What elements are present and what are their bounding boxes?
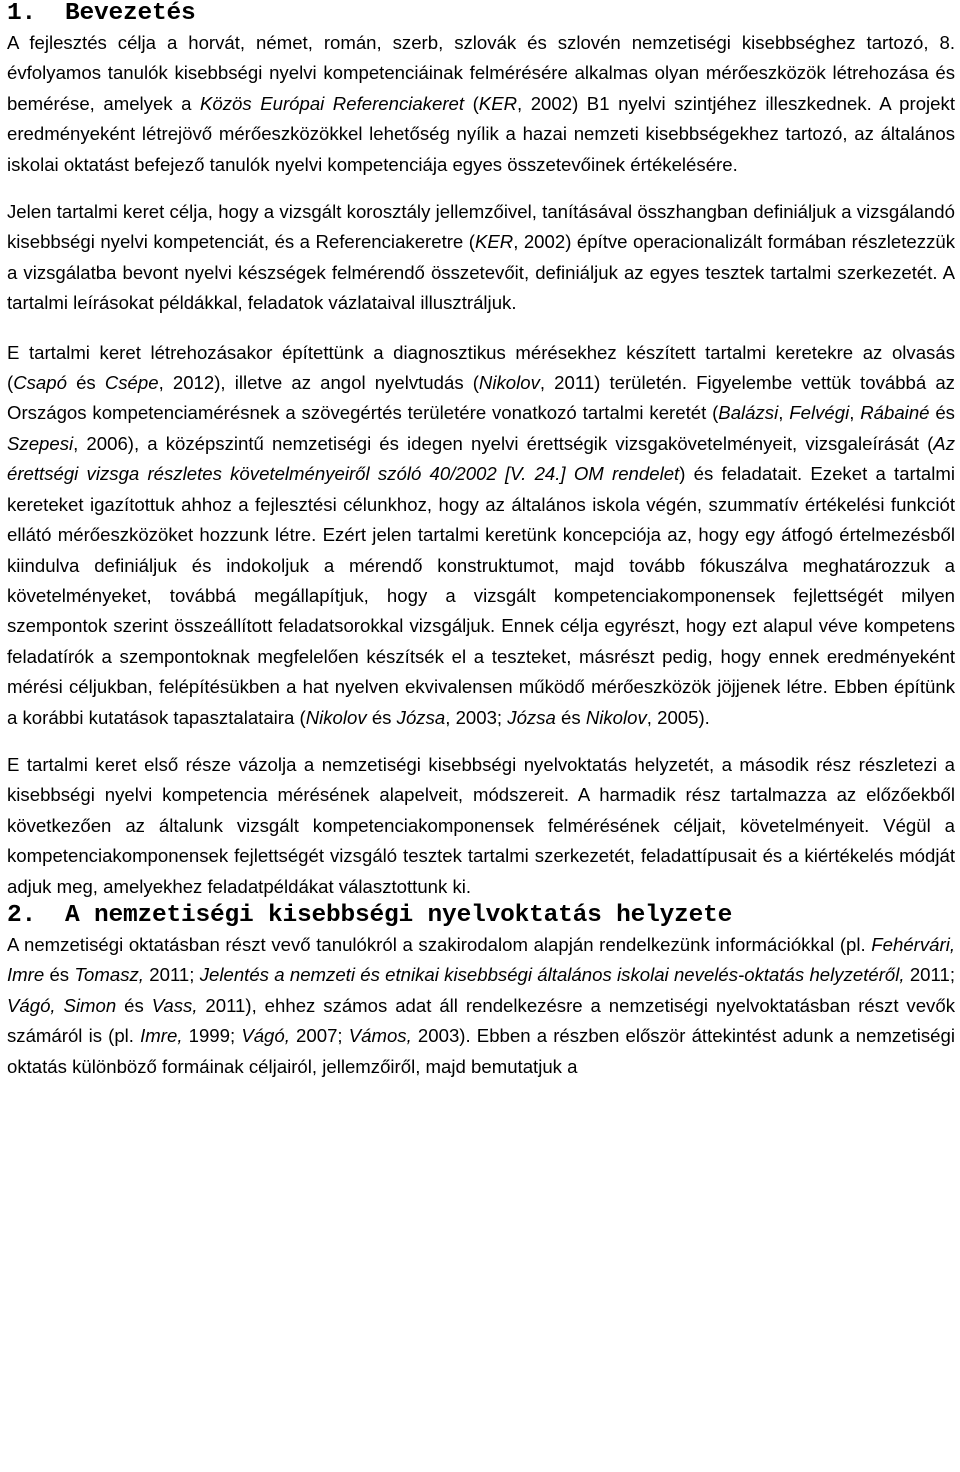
paragraph — [7, 930, 955, 1082]
italic-text-run: Vámos, — [348, 1025, 412, 1047]
italic-text-run: Nikolov — [305, 706, 367, 728]
text-run: és — [929, 402, 955, 424]
text-run: 1999; — [182, 1025, 242, 1047]
italic-text-run: Józsa — [507, 706, 556, 728]
text-run: és — [116, 994, 152, 1016]
text-run: ( — [464, 92, 479, 114]
italic-text-run: KER — [478, 92, 518, 114]
italic-text-run: Nikolov — [478, 372, 540, 394]
paragraph — [7, 750, 955, 902]
section-2-number: 2. — [7, 901, 37, 929]
italic-text-run: Nikolov — [585, 706, 647, 728]
text-run: 2007; — [289, 1025, 349, 1047]
italic-text-run: Az érettségi vizsga részletes követelményeiről szóló 40/2002 [V. 24.] OM rendelet — [7, 432, 955, 485]
section-2-title: A nemzetiségi kisebbségi nyelvoktatás helyzete — [65, 901, 733, 929]
text-run: , — [849, 402, 861, 424]
section-1-heading — [7, 0, 955, 28]
paragraph — [7, 338, 955, 733]
italic-text-run: Közös Európai Referenciakeret — [200, 92, 465, 114]
text-run: , 2003; — [445, 706, 508, 728]
text-run: , — [778, 402, 790, 424]
italic-text-run: Vass, — [151, 994, 198, 1016]
italic-text-run: Imre, — [140, 1025, 183, 1047]
italic-text-run: KER — [474, 231, 514, 253]
italic-text-run: Jelentés a nemzeti és etnikai kisebbségi általános iskolai nevelés-oktatás helyzetéről, — [199, 964, 905, 986]
text-run: 2011; — [143, 964, 200, 986]
text-run: E tartalmi keret létrehozásakor építettünk a diagnosztikus mérésekhez készített tartalmi keretekre az olvasás ( — [7, 341, 955, 394]
document-page — [7, 0, 955, 1082]
italic-text-run: Fehérvári, Imre — [7, 933, 955, 986]
text-run: ) és feladatait. Ezeket a tartalmi kereteket igazítottuk ahhoz a fejlesztési célunkhoz, hogy az általános iskola végén, szummatív értékelési funkciót ellátó mérőeszközöket hozzunk létre. Ezért jelen tartalmi keretünk koncepciója az, hogy egy átfogó értelmezésből kiindulva definiáljuk és indokoljuk a mérendő konstruktumot, majd tovább fókuszálva meghatározzuk a követelményeket, továbbá megállapítjuk, hogy a vizsgált kompetenciakomponensek fejlettségét milyen szempontok szerint összeállított feladatsorokkal vizsgáljuk. Ennek célja egyrészt, hogy ezt alapul véve kompetens feladatírók a szempontoknak megfelelően készítsék el a teszteket, másrészt pedig, hogy ennek eredményeként mérési céljukban, felépítésükben a hat nyelven ekvivalensen működő mérőeszközök jöjjenek létre. Ebben építünk a korábbi kutatások tapasztalataira ( — [7, 463, 956, 728]
text-run: A fejlesztés célja a horvát, német, román, szerb, szlovák és szlovén nemzetiségi kisebbséghez tartozó, 8. évfolyamos tanulók kisebbségi nyelvi kompetenciáinak felmérésére alkalmas olyan mérőeszközök létrehozása és bemérése, amelyek a — [7, 32, 955, 114]
paragraph — [7, 28, 955, 180]
italic-text-run: Vágó, — [241, 1025, 290, 1047]
text-run: , 2005). — [646, 706, 710, 728]
text-run: A nemzetiségi oktatásban részt vevő tanulókról a szakirodalom alapján rendelkezünk információkkal (pl. — [7, 933, 872, 955]
italic-text-run: Balázsi — [718, 402, 779, 424]
text-run: , 2006), a középszintű nemzetiségi és idegen nyelvi érettségik vizsgakövetelményeit, vizsgaleírását ( — [73, 432, 934, 454]
italic-text-run: Vágó, Simon — [7, 994, 117, 1016]
text-run: , 2002) B1 nyelvi szintjéhez illeszkednek. A projekt eredményeként létrejövő mérőeszközökkel lehetőség nyílik a hazai nemzeti kisebbségekhez tartozó, az általános iskolai oktatást befejező tanulók nyelvi kompetenciája egyes összetevőinek értékelésére. — [7, 92, 955, 175]
text-run: és — [66, 372, 105, 394]
italic-text-run: Józsa — [396, 706, 446, 728]
text-run: 2011; — [904, 964, 955, 986]
italic-text-run: Szepesi — [7, 432, 74, 454]
italic-text-run: Rábainé — [860, 402, 930, 424]
italic-text-run: Csépe — [104, 372, 159, 394]
text-run: , 2012), illetve az angol nyelvtudás ( — [158, 372, 479, 394]
text-run: és — [366, 706, 397, 728]
section-2-heading — [7, 902, 955, 930]
italic-text-run: Felvégi — [789, 402, 850, 424]
italic-text-run: Tomasz, — [74, 964, 144, 986]
paragraph — [7, 197, 955, 319]
text-run: 2003). Ebben a részben először áttekintést adunk a nemzetiségi oktatás különböző formáinak céljairól, jellemzőiről, majd bemutatjuk a — [7, 1025, 955, 1077]
text-run: Jelen tartalmi keret célja, hogy a vizsgált korosztály jellemzőivel, tanításával összhangban definiáljuk a vizsgálandó kisebbségi nyelvi kompetenciát, és a Referenciakeretre ( — [7, 201, 955, 253]
text-run: 2011), ehhez számos adat áll rendelkezésre a nemzetiségi nyelvoktatásban részt vevők számáról is (pl. — [7, 994, 955, 1047]
italic-text-run: Csapó — [13, 372, 67, 394]
text-run: és — [44, 964, 75, 986]
text-run: , 2011) területén. Figyelembe vettük továbbá az Országos kompetenciamérésnek a szövegértés területére vonatkozó tartalmi keretét ( — [7, 372, 955, 424]
section-1-title: Bevezetés — [65, 0, 196, 27]
text-run: és — [555, 706, 586, 728]
section-1-number: 1. — [7, 0, 37, 27]
text-run: E tartalmi keret első része vázolja a nemzetiségi kisebbségi nyelvoktatás helyzetét, a második rész részletezi a kisebbségi nyelvi kompetencia mérésének alapelveit, módszereit. A harmadik rész tartalmazza az előzőekből következően az általunk vizsgált kompetenciakomponensek felmérésének céljait, követelményeit. Végül a kompetenciakomponensek fejlettségét vizsgáló tesztek tartalmi szerkezetét, feladattípusait és a kiértékelés módját adjuk meg, amelyekhez feladatpéldákat választottunk ki. — [7, 753, 955, 897]
text-run: , 2002) építve operacionalizált formában részletezzük a vizsgálatba bevont nyelvi készségek felmérendő összetevőit, definiáljuk az egyes tesztek tartalmi szerkezetét. A tartalmi leírásokat példákkal, feladatok vázlataival illusztráljuk. — [7, 231, 956, 314]
